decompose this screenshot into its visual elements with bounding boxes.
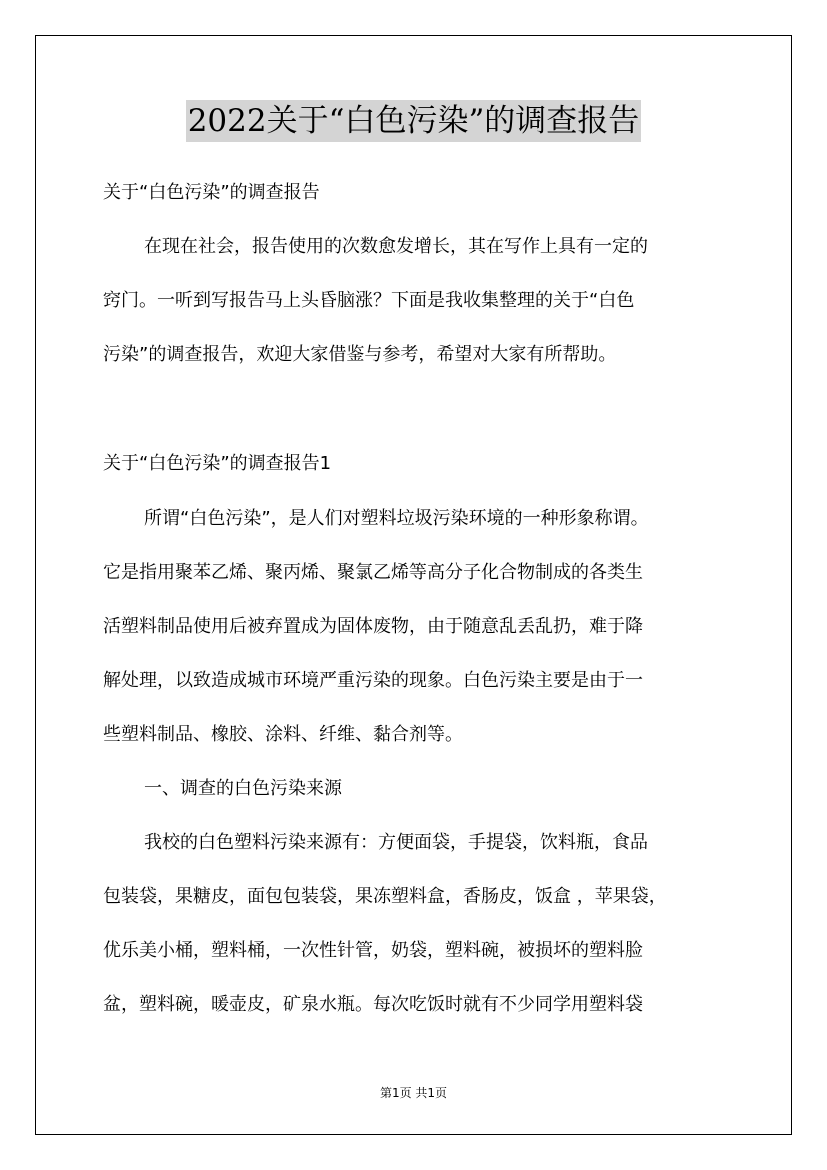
title-container: [0, 100, 827, 142]
document-title: 2022关于“白色污染”的调查报告: [186, 100, 642, 142]
section2-line-1: 我校的白色塑料污染来源有：方便面袋，手提袋，饮料瓶，食品: [144, 832, 648, 853]
section2-line-2: 包装袋，果糖皮，面包包装袋，果冻塑料盒，香肠皮，饭盒 ，苹果袋，: [103, 886, 667, 907]
intro-line-1: 在现在社会，报告使用的次数愈发增长，其在写作上具有一定的: [144, 236, 648, 257]
section1-line-1: 所谓“白色污染”，是人们对塑料垃圾污染环境的一种形象称谓。: [144, 508, 649, 529]
page-footer: 第1页 共1页: [379, 1086, 448, 1100]
intro-line-3: 污染”的调查报告，欢迎大家借鉴与参考，希望对大家有所帮助。: [103, 344, 617, 365]
section1-line-3: 活塑料制品使用后被弃置成为固体废物，由于随意乱丢乱扔，难于降: [103, 616, 643, 637]
section2-line-3: 优乐美小桶，塑料桶，一次性针管，奶袋，塑料碗，被损坏的塑料脸: [103, 940, 643, 961]
intro-line-2: 窍门。一听到写报告马上头昏脑涨？下面是我收集整理的关于“白色: [103, 290, 635, 311]
section-heading: 关于“白色污染”的调查报告1: [103, 453, 332, 474]
section1-line-2: 它是指用聚苯乙烯、聚丙烯、聚氯乙烯等高分子化合物制成的各类生: [103, 562, 643, 583]
document-subtitle: 关于“白色污染”的调查报告: [103, 182, 320, 203]
section1-line-4: 解处理，以致造成城市环境严重污染的现象。白色污染主要是由于一: [103, 670, 643, 691]
section2-line-4: 盆，塑料碗，暖壶皮，矿泉水瓶。每次吃饭时就有不少同学用塑料袋: [103, 994, 643, 1015]
subheading: 一、调查的白色污染来源: [144, 778, 342, 799]
section1-line-5: 些塑料制品、橡胶、涂料、纤维、黏合剂等。: [103, 724, 463, 745]
